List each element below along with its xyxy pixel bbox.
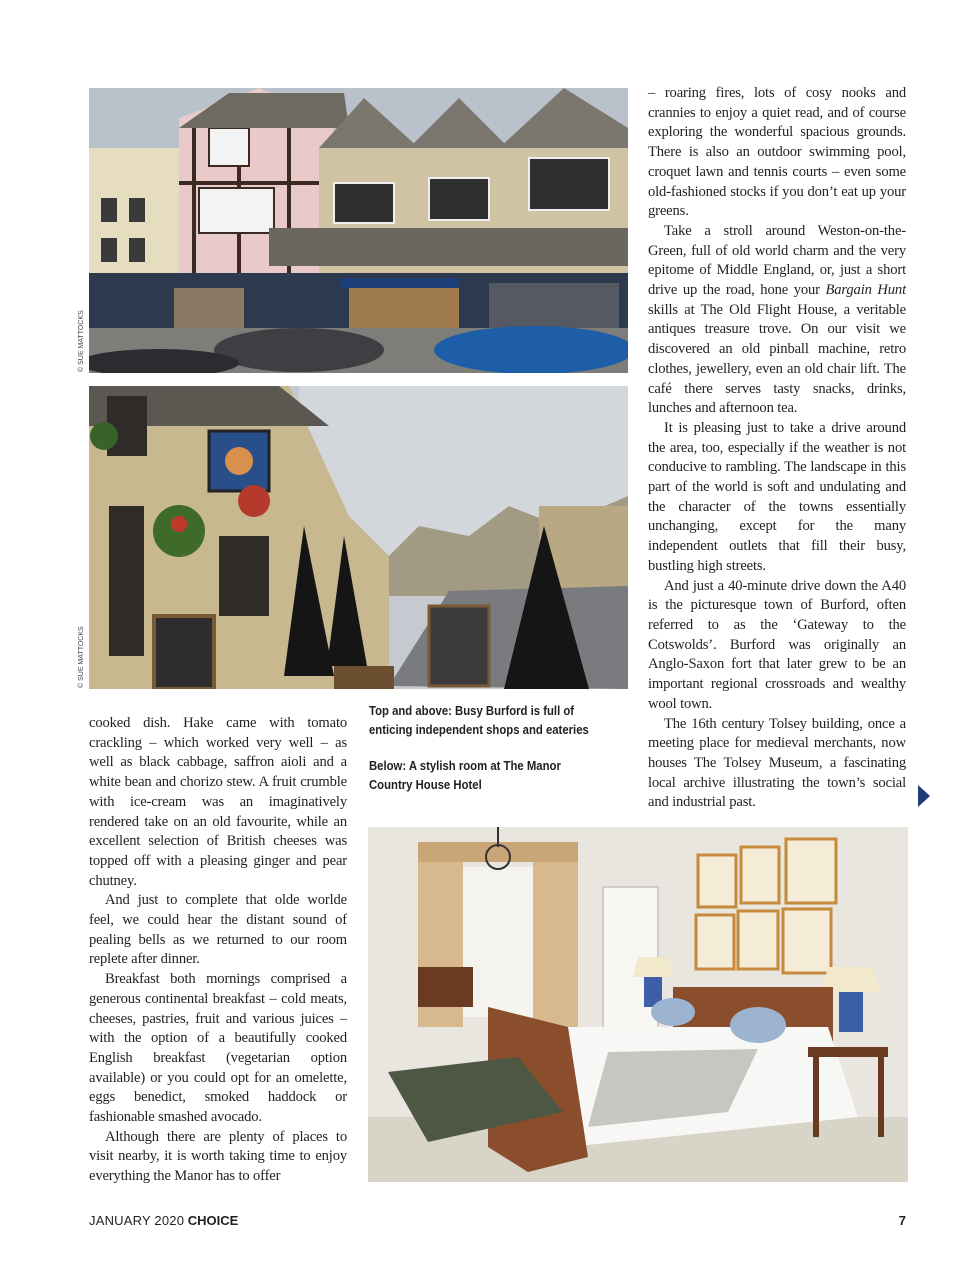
photo-credit-middle: © SUE MATTOCKS: [78, 626, 85, 688]
page-number: 7: [898, 1213, 906, 1228]
paragraph: Take a stroll around Weston-on-the-Green, full of old world charm and the very epitome of Middle England, or, just a short drive up the road, hone your Bargain Hunt skills at The Old Flight House, a veritable antiques treasure trove. On our visit we discovered an old pinball machine, retro clothes, jewellery, even an old chair lift. The café there serves tasty snacks, drinks, lunches and afternoon tea.: [648, 222, 906, 417]
footer-issue: [89, 1213, 238, 1228]
footer-magazine: CHOICE: [187, 1213, 239, 1228]
caption-below: Below: A stylish room at The Manor Country House Hotel: [369, 759, 561, 792]
hotel-bedroom-photo: [368, 827, 908, 1182]
show-title: Bargain Hunt: [825, 282, 906, 299]
burford-street-photo: [89, 88, 628, 373]
paragraph: Breakfast both mornings comprised a generous continental breakfast – cold meats, cheeses, pastries, fruit and various juices – with the option of a beautifully cooked English breakfast (vegetarian option available) or you could opt for an omelette, eggs benedict, smoked haddock or fashionable smashed avocado.: [89, 971, 347, 1126]
left-column: [89, 714, 347, 1187]
paragraph: – roaring fires, lots of cosy nooks and crannies to enjoy a quiet read, and of course exploring the wonderful spacious grounds. There is also an outdoor swimming pool, croquet lawn and tennis courts – even some old-fashioned stocks if you don’t eat up your greens.: [648, 85, 906, 220]
paragraph: cooked dish. Hake came with tomato crackling – which worked very well – as well as black cabbage, saffron aioli and a white bean and chorizo stew. A fruit crumble with ice-cream was an imaginatively rendered take on an old favourite, while an excellent selection of British cheeses was topped off with a pleasing ginger and pear chutney.: [89, 715, 347, 889]
burford-high-street-photo: [89, 386, 628, 689]
photo-caption: [369, 702, 592, 812]
photo-credit-top: © SUE MATTOCKS: [78, 310, 85, 372]
paragraph: It is pleasing just to take a drive around the area, too, especially if the weather is not conducive to rambling. The landscape in this part of the world is soft and undulating and the character of the towns essentially unchanging, except for the many independent outlets that fill their busy, bustling high streets.: [648, 419, 906, 574]
footer-month: JANUARY 2020: [89, 1213, 185, 1228]
right-column: [648, 84, 906, 813]
paragraph: And just to complete that olde worlde feel, we could hear the distant sound of pealing bells as we returned to our room replete after dinner.: [89, 892, 347, 968]
paragraph: And just a 40-minute drive down the A40 is the picturesque town of Burford, often referred to as the ‘Gateway to the Cotswolds’. Burford was originally an Anglo-Saxon fort that later grew to be an important regional crossroads and wealthy wool town.: [648, 577, 906, 712]
paragraph: Although there are plenty of places to visit nearby, it is worth taking time to enjoy everything the Manor has to offer: [89, 1128, 347, 1185]
continue-arrow-icon: [918, 785, 930, 807]
caption-above: Top and above: Busy Burford is full of enticing independent shops and eateries: [369, 704, 589, 737]
paragraph: The 16th century Tolsey building, once a meeting place for medieval merchants, now houses The Tolsey Museum, a fascinating local archive illustrating the town’s social and industrial past.: [648, 715, 906, 811]
